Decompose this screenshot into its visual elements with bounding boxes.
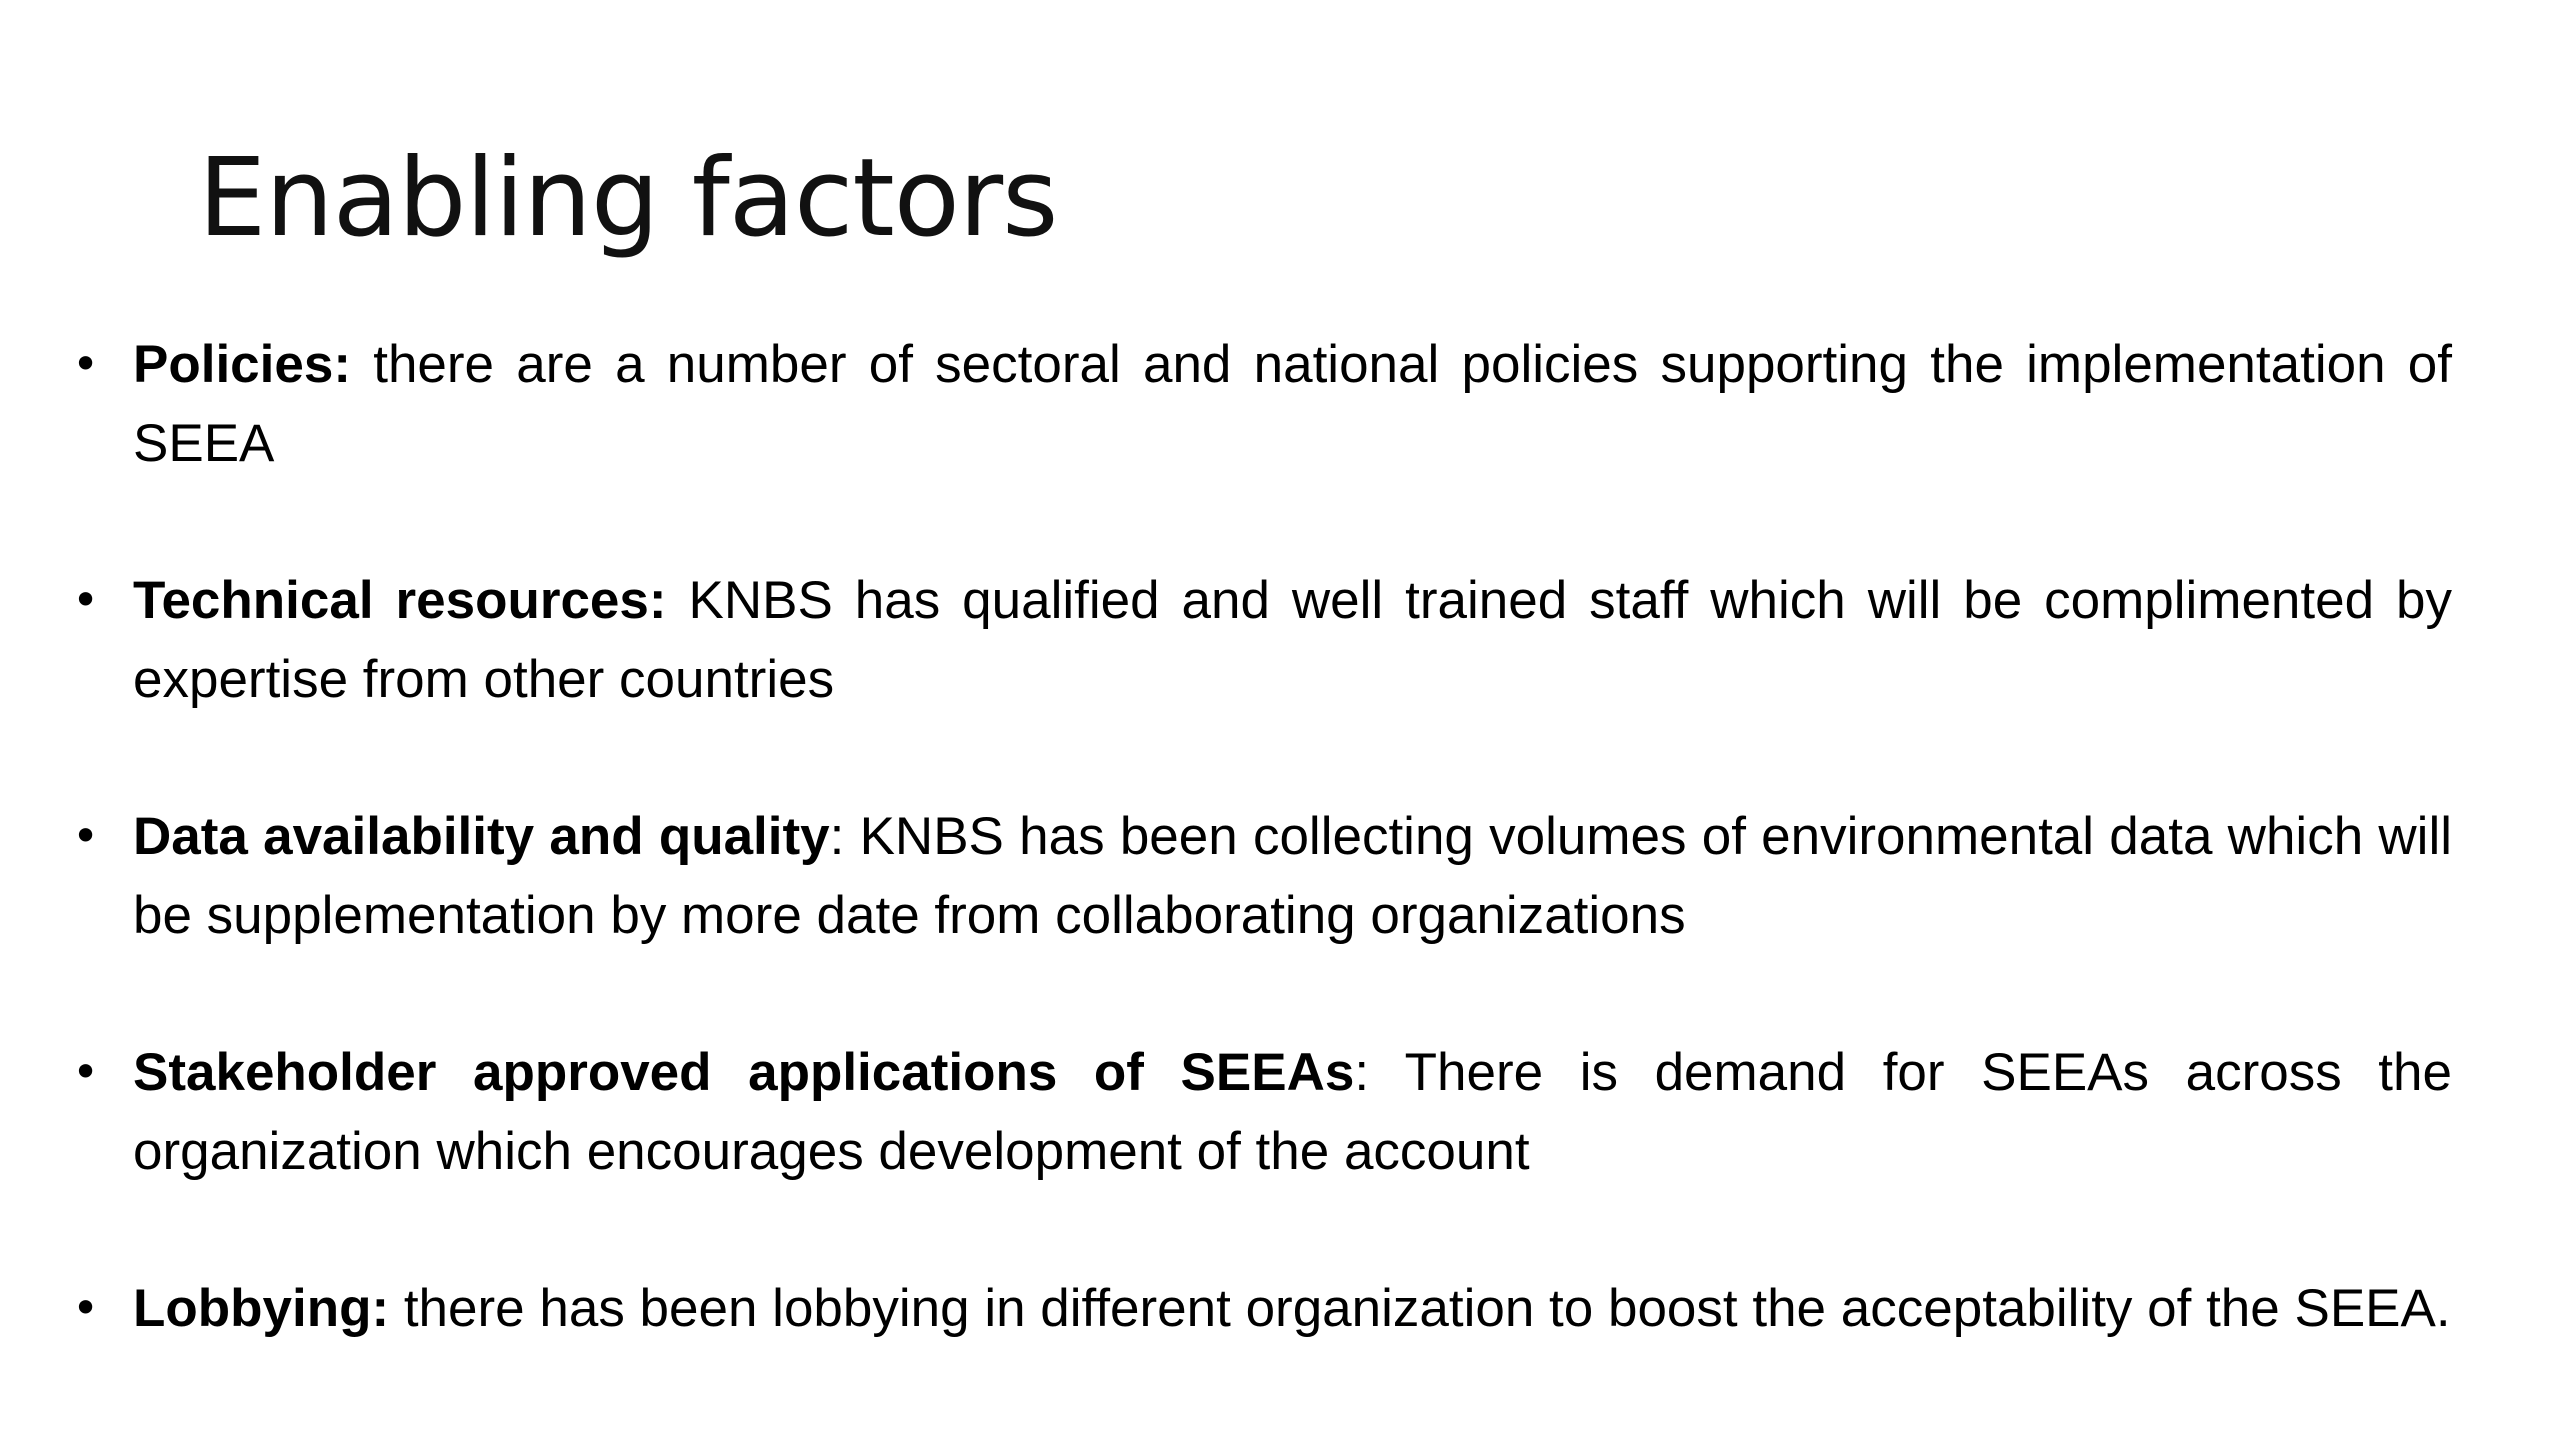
- bullet-item-policies: [68, 325, 2452, 483]
- bullet-term: Technical resources:: [133, 571, 667, 630]
- bullet-item-stakeholder-applications: [68, 1033, 2452, 1191]
- bullet-icon: •: [72, 809, 100, 863]
- bullet-icon: •: [72, 337, 100, 391]
- bullet-text: there has been lobbying in different organization to boost the acceptability of the SEEA.: [389, 1279, 2451, 1338]
- bullet-term: Policies:: [133, 335, 351, 394]
- bullet-text: : KNBS has been collecting volumes of environmental data which will be supplementation by more date from collaborating organizations: [133, 807, 2453, 945]
- bullet-term: Lobbying:: [133, 1279, 390, 1338]
- bullet-item-lobbying: [68, 1269, 2452, 1348]
- bullet-icon: •: [72, 1045, 100, 1099]
- bullet-text: KNBS has qualified and well trained staff which will be complimented by expertise from other countries: [133, 571, 2452, 709]
- bullet-item-technical-resources: [68, 561, 2452, 719]
- bullet-text: there are a number of sectoral and national policies supporting the implementation of SEEA: [133, 335, 2452, 473]
- bullet-icon: •: [72, 1281, 100, 1335]
- bullet-term: Data availability and quality: [133, 807, 830, 866]
- bullet-list: [68, 325, 2452, 1348]
- bullet-text: : There is demand for SEEAs across the organization which encourages development of the account: [133, 1043, 2452, 1181]
- bullet-term: Stakeholder approved applications of SEEAs: [133, 1043, 1355, 1102]
- slide-title: Enabling factors: [198, 136, 1058, 261]
- bullet-icon: •: [72, 573, 100, 627]
- bullet-item-data-availability: [68, 797, 2452, 955]
